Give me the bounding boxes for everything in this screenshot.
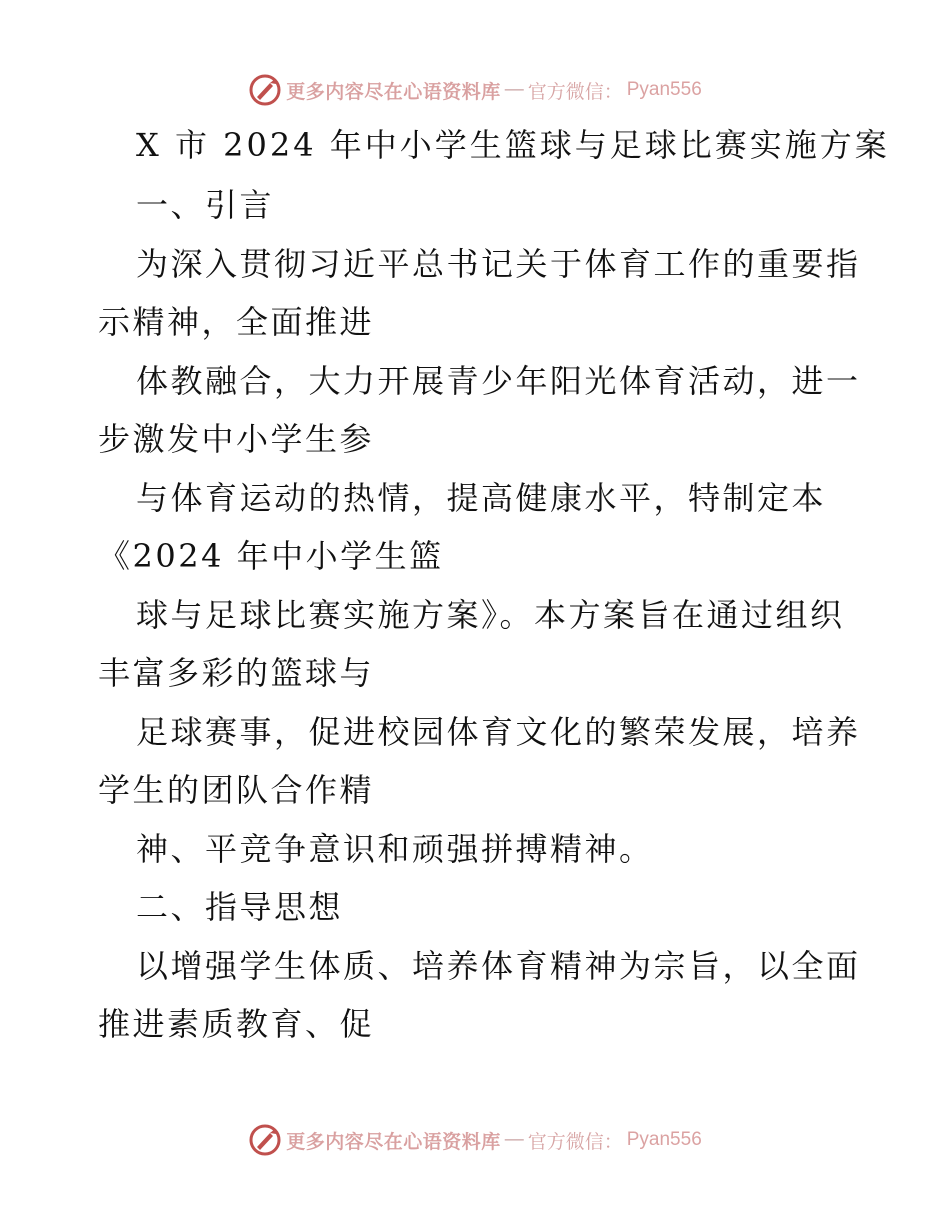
paragraph-line: 为深入贯彻习近平总书记关于体育工作的重要指 xyxy=(136,245,861,283)
paragraph-line: 推进素质教育、促 xyxy=(98,1005,375,1043)
watermark-footer xyxy=(0,1120,950,1160)
watermark-id: Pyan556 xyxy=(626,79,702,100)
paragraph-line: 示精神，全面推进 xyxy=(98,303,375,341)
paragraph-line: 与体育运动的热情，提高健康水平，特制定本 xyxy=(136,479,827,517)
paragraph-line: 丰富多彩的篮球与 xyxy=(98,654,375,692)
paragraph-line: 步激发中小学生参 xyxy=(98,420,375,458)
watermark-text: 更多内容尽在心语资料库 xyxy=(286,1130,501,1153)
watermark-header xyxy=(0,70,950,110)
watermark-contact: 官方微信： xyxy=(527,1130,623,1153)
document-title: X 市 2024 年中小学生篮球与足球比赛实施方案 xyxy=(136,126,890,164)
paragraph-line: 《2024 年中小学生篮 xyxy=(98,537,444,575)
watermark-contact: 官方微信： xyxy=(527,80,623,103)
paragraph-line: 足球赛事，促进校园体育文化的繁荣发展，培养 xyxy=(136,713,861,751)
section-heading: 一、引言 xyxy=(136,186,275,224)
paragraph-line: 以增强学生体质、培养体育精神为宗旨，以全面 xyxy=(136,947,861,985)
paragraph-line: 神、平竞争意识和顽强拼搏精神。 xyxy=(136,830,654,868)
watermark-dash: — xyxy=(504,1129,524,1150)
watermark-id: Pyan556 xyxy=(626,1129,702,1150)
watermark-text: 更多内容尽在心语资料库 xyxy=(286,80,501,103)
logo-icon xyxy=(248,73,282,107)
logo-icon xyxy=(248,1123,282,1157)
watermark-dash: — xyxy=(504,79,524,100)
paragraph-line: 体教融合，大力开展青少年阳光体育活动，进一 xyxy=(136,362,861,400)
section-heading: 二、指导思想 xyxy=(136,888,344,926)
paragraph-line: 球与足球比赛实施方案》。本方案旨在通过组织 xyxy=(136,596,845,634)
paragraph-line: 学生的团队合作精 xyxy=(98,771,375,809)
